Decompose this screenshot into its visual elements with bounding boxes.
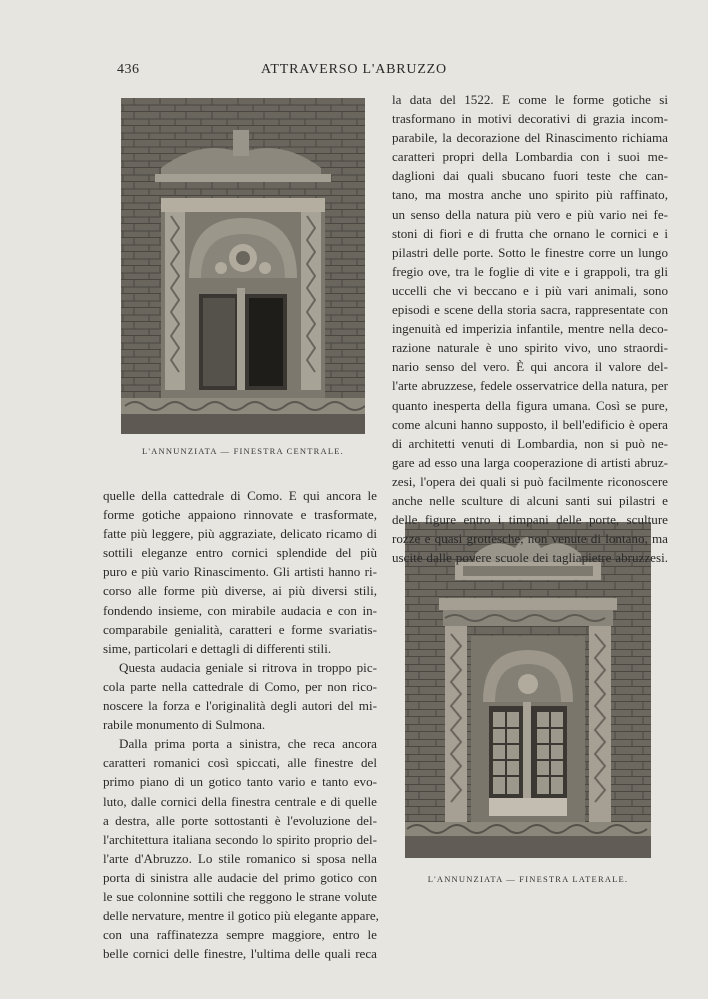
text-line: le sue colonnine sottili che reggono le strane volute [103,888,377,904]
photo-lateral-window [405,522,651,858]
text-line: sottili eleganze entro cornici splendide del più [103,545,377,561]
text-line: a destra, alle porte sottostanti è l'evoluzione del- [103,812,377,828]
page-number: 436 [117,62,140,77]
paragraph [103,734,377,963]
text-line: trasformano in motivi decorativi di grazia incom- [392,111,668,127]
photo-central-window [121,98,365,434]
text-line: ingenuità ed imperizia infantile, mentre nella deco- [392,321,668,337]
text-line: noscere la forza e l'originalità degli autori del mi- [103,698,377,714]
text-line: fatte più leggere, più aggraziate, delicato ricamo di [103,526,377,542]
text-line: rabile monumento di Sulmona. [103,717,266,733]
text-line: rozze e quasi grottesche, non venute di lontano, ma [392,531,668,547]
text-line: con una raffinatezza sempre maggiore, entro le [103,927,377,943]
text-line: caratteri romanici così spiccati, alle finestre del [103,755,377,771]
text-line: luto, dalle cornici della finestra centrale e di quelle [103,793,377,809]
running-title: ATTRAVERSO L'ABRUZZO [261,62,447,77]
text-line: cola parte nella cattedrale di Como, per non rico- [103,678,377,694]
text-line: forme gotiche appaiono rinnovate e trasformate, [103,507,377,523]
text-line: belle cornici delle finestre, l'ultima delle quali reca [103,946,377,962]
text-line: l'arte d'Abruzzo. Lo stile romanico si sposa nella [103,850,377,866]
text-line: l'architettura italiana secondo lo spirito proprio del- [103,831,377,847]
figure-caption-lateral: L'ANNUNZIATA — FINESTRA LATERALE. [427,874,629,884]
text-line: daglioni dai quali sbucano fuori teste che can- [392,168,668,184]
text-line: uccelli che vi beccano e i più vari animali, sono [392,282,668,298]
text-line: zesi, l'opera dei quali si può facilmente riconoscere [392,473,668,489]
text-line: razione naturale è uno spirito vivo, uno straordi- [392,340,668,356]
text-line: Questa audacia geniale si ritrova in troppo pic- [119,659,377,675]
text-line: un senso della natura più vero e più vario nei fe- [392,206,668,222]
text-line: quanto inesperta della figura umana. Così se pure, [392,397,668,413]
text-line: episodi e scene della storia sacra, rappresentate con [392,302,668,318]
paragraph [103,486,377,658]
text-line: stoni di fiori e di frutta che ornano le cornici e i [392,225,668,241]
text-line: Dalla prima porta a sinistra, che reca ancora [119,736,377,752]
text-line: corso alle forme più diverse, ai più diversi stili, [103,583,377,599]
text-line: fondendo insieme, con mirabile audacia e con in- [103,602,377,618]
text-line: uscite dalle povere scuole dei tagliapietre abruzzesi. [392,550,668,566]
right-column-text [392,90,668,567]
text-line: tano, ma mostra anche uno spirito più raffinato, [392,187,668,203]
text-line: puro e più vario Rinascimento. Gli artisti hanno ri- [103,564,377,580]
text-line: caratteri propri della Lombardia con i suoi me- [392,149,668,165]
text-line: fregio ove, tra le foglie di vite e i grappoli, tra gli [392,263,668,279]
text-line: nario senso del vero. È qui ancora il valore del- [392,359,668,375]
text-line: primo piano di un gotico tanto vario e tanto evo- [103,774,377,790]
figure-caption-central: L'ANNUNZIATA — FINESTRA CENTRALE. [142,446,344,456]
text-line: delle nervature, mentre il gotico più elegante appare, [103,908,379,924]
text-line: di architetti venuti di Lombardia, non si può ne- [392,435,668,451]
text-line: quelle della cattedrale di Como. E qui ancora le [103,488,377,503]
text-line: parabile, la decorazione del Rinascimento richiama [392,130,668,146]
paragraph [103,658,377,734]
text-line: anche nelle sculture di alcuni santi sui pilastri e [392,492,668,508]
text-line: delle figure entro i timpani delle porte, sculture [392,512,668,528]
text-line: l'arte abruzzese, fedele osservatrice della natura, per [392,378,668,394]
left-column-text [103,486,377,963]
text-line: gare ad esso una larga cooperazione di artisti abruz- [392,454,668,470]
text-line: pilastri delle porte. Sotto le finestre corre un lungo [392,244,668,260]
text-line: porta di sinistra alle audacie del primo gotico con [103,869,377,885]
text-line: la data del 1522. E come le forme gotiche si [392,92,668,107]
text-line: come alcuni hanno supposto, il bell'edificio è opera [392,416,668,432]
text-line: comparabile genialità, caratteri e forme svariatis- [103,621,377,637]
text-line: sime, particolari e dettagli di differenti stili. [103,640,332,656]
